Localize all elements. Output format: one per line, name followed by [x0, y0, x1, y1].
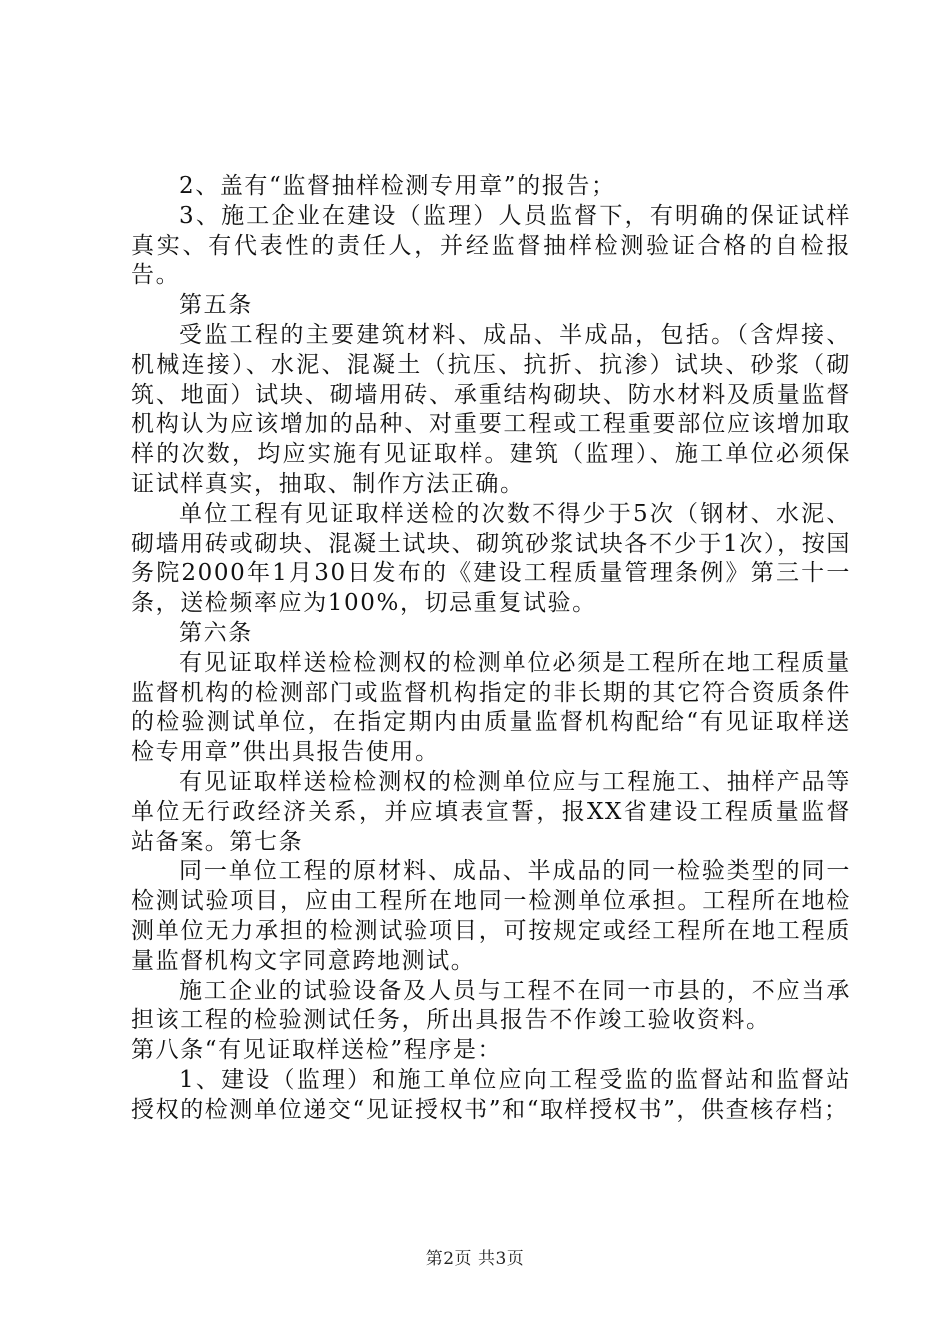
paragraph-item-3: 3、施工企业在建设（监理）人员监督下，有明确的保证试样真实、有代表性的责任人，并经监督抽样检测验证合格的自检报告。 — [131, 202, 851, 289]
article-5-paragraph-1: 受监工程的主要建筑材料、成品、半成品，包括。（含焊接、机械连接）、水泥、混凝土（抗压、抗折、抗渗）试块、砂浆（砌筑、地面）试块、砌墙用砖、承重结构砌块、防水材料及质量监督机构认为应该增加的品种、对重要工程或工程重要部位应该增加取样的次数，均应实施有见证取样。建筑（监理）、施工单位必须保证试样真实，抽取、制作方法正确。 — [131, 321, 851, 497]
article-6-heading: 第六条 — [179, 619, 253, 646]
article-8-item-1: 1、建设（监理）和施工单位应向工程受监的监督站和监督站授权的检测单位递交“见证授权书”和“取样授权书”，供查核存档； — [131, 1066, 851, 1123]
article-7-paragraph-2: 施工企业的试验设备及人员与工程不在同一市县的，不应当承担该工程的检验测试任务，所出具报告不作竣工验收资料。 — [131, 977, 851, 1034]
article-5-heading: 第五条 — [179, 292, 253, 319]
article-6-paragraph-1: 有见证取样送检检测权的检测单位必须是工程所在地工程质量监督机构的检测部门或监督机构指定的非长期的其它符合资质条件的检验测试单位，在指定期内由质量监督机构配给“有见证取样送检专用章”供出具报告使用。 — [131, 649, 851, 766]
paragraph-item-2: 2、盖有“监督抽样检测专用章”的报告； — [179, 173, 616, 199]
article-6-paragraph-2: 有见证取样送检检测权的检测单位应与工程施工、抽样产品等单位无行政经济关系，并应填表宣誓，报XX省建设工程质量监督站备案。第七条 — [131, 768, 851, 855]
article-7-paragraph-1: 同一单位工程的原材料、成品、半成品的同一检验类型的同一检测试验项目，应由工程所在地同一检测单位承担。工程所在地检测单位无力承担的检测试验项目，可按规定或经工程所在地工程质量监督机构文字同意跨地测试。 — [131, 858, 851, 974]
article-5-paragraph-2: 单位工程有见证取样送检的次数不得少于5次（钢材、水泥、砌墙用砖或砌块、混凝土试块、砌筑砂浆试块各不少于1次），按国务院2000年1月30日发布的《建设工程质量管理条例》第三十一条，送检频率应为100%，切忌重复试验。 — [131, 500, 851, 617]
document-body — [131, 172, 851, 1126]
article-8-heading: 第八条“有见证取样送检”程序是： — [131, 1037, 503, 1064]
page-footer: 第2页 共3页 — [425, 1249, 525, 1269]
